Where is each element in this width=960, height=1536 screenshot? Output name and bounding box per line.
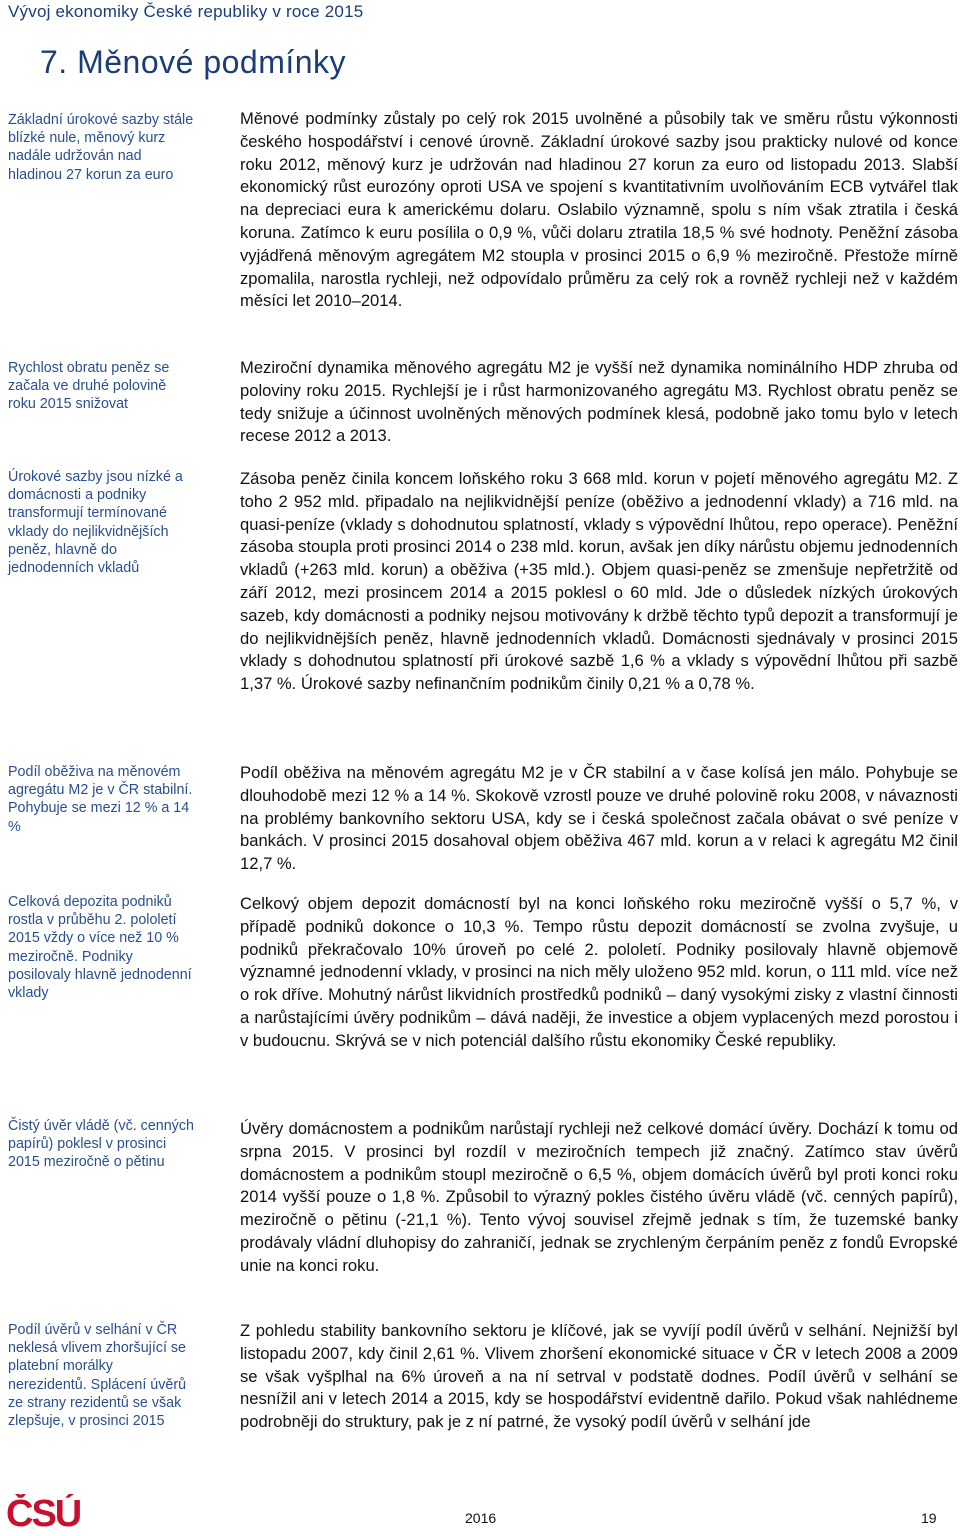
sidebar-note-6: Čistý úvěr vládě (vč. cenných papírů) poklesl v prosinci 2015 meziročně o pětinu	[8, 1118, 194, 1171]
svg-text:ČSÚ: ČSÚ	[6, 1494, 81, 1530]
body-paragraph-5: Celkový objem depozit domácností byl na konci loňského roku meziročně vyšší o 5,7 %, v případě podniků dokonce o 10,3 %. Tempo růstu depozit domácností se zvolna zvyšuje, u podniků překračovalo 10% úroveň po celé 2. pololetí. Podniky posilovaly hlavně objemově významné jednodenní vklady, v prosinci na nich měly uloženo 952 mld. korun, o 111 mld. více než o rok dříve. Mohutný nárůst likvidních prostředků podniků – daný vysokými zisky z vlastní činnosti a narůstajícími úvěry podnikům – dává naději, že investice a objem vyplacených mezd porostou i v budoucnu. Skrývá se v nich potenciál dalšího růstu ekonomiky České republiky.	[240, 894, 958, 1050]
body-paragraph-3: Zásoba peněz činila koncem loňského roku 3 668 mld. korun v pojetí měnového agregátu M2. Z toho 2 952 mld. připadalo na nejlikvidnější peníze (oběživo a jednodenní vklady) a 716 mld. na quasi-peníze (vklady s dohodnutou splatností, vklady s výpovědní lhůtou, repo operace). Peněžní zásoba stoupla proti prosinci 2014 o 238 mld. korun, avšak jen díky nárůstu objemu jednodenních vkladů (+263 mld. korun) a oběživa (+35 mld.). Objem quasi-peněz se zmenšuje nepřetržitě od září 2012, mezi prosincem 2014 a 2015 poklesl o 60 mld. Jde o důsledek nízkých úrokových sazeb, kdy domácnosti a podniky nejsou motivovány k držbě těchto typů depozit a transformují je do nejlikvidnějších peněz, hlavně jednodenních vkladů. Domácnosti sjednávaly v prosinci 2015 vklady s dohodnutou splatností při úrokové sazbě 1,6 % a vklady s výpovědní lhůtou při sazbě 1,37 %. Úrokové sazby nefinančním podnikům činily 0,21 % a 0,78 %.	[240, 469, 958, 694]
csu-logo	[6, 1494, 90, 1530]
body-paragraph-1: Měnové podmínky zůstaly po celý rok 2015 uvolněné a působily tak ve směru růstu výkonnosti českého hospodářství i cenové úrovně. Základní úrokové sazby jsou prakticky nulové od konce roku 2012, měnový kurz je udržován nad hladinou 27 korun za euro od listopadu 2013. Slabší ekonomický růst eurozóny oproti USA ve spojení s kvantitativním uvolňováním ECB vytvářel tlak na depreciaci eura k americkému dolaru. Oslabilo významně, spolu s ním však ztratila i česká koruna. Zatímco k euru posílila o 0,9 %, vůči dolaru ztratila 18,5 % své hodnoty. Peněžní zásoba vyjádřená měnovým agregátem M2 stoupla v prosinci 2015 o 6,9 % meziročně. Přestože mírně zpomalila, narostla rychleji, než odpovídalo průměru za celý rok a rovněž rychleji než v každém měsíci let 2010–2014.	[240, 109, 958, 311]
sidebar-note-1: Základní úrokové sazby stále blízké nule, měnový kurz nadále udržován nad hladinou 27 korun za euro	[8, 112, 194, 183]
sidebar-note-3: Úrokové sazby jsou nízké a domácnosti a podniky transformují termínované vklady do nejlikvidnějších peněz, hlavně do jednodenních vkladů	[8, 469, 183, 577]
body-paragraph-6: Úvěry domácnostem a podnikům narůstají rychleji než celkové domácí úvěry. Dochází k tomu od srpna 2015. V prosinci byl rozdíl v meziročních tempech již značný. Zatímco stav úvěrů domácnostem a podnikům stoupl meziročně o 6,5 %, objem domácích úvěrů byl proti konci roku 2014 vyšší pouze o 1,8 %. Způsobil to výrazný pokles čistého úvěru vládě (vč. cenných papírů), meziročně o pětinu (-21,1 %). Tento vývoj souvisel zřejmě jednak s tím, že tuzemské banky prodávaly vládní dluhopisy do zahraničí, jednak se zrychleným čerpáním peněz z fondů Evropské unie na konci roku.	[240, 1119, 958, 1275]
running-header: Vývoj ekonomiky České republiky v roce 2015	[8, 2, 364, 21]
body-paragraph-2: Meziroční dynamika měnového agregátu M2 je vyšší než dynamika nominálního HDP zhruba od poloviny roku 2015. Rychlejší je i růst harmonizovaného agregátu M3. Rychlost obratu peněz se tedy snižuje a účinnost uvolněných měnových podmínek klesá, podobně jako tomu bylo v letech recese 2012 a 2013.	[240, 358, 958, 446]
sidebar-note-7: Podíl úvěrů v selhání v ČR neklesá vlivem zhoršující se platební morálky nerezidentů. Splácení úvěrů ze strany rezidentů se však zlepšuje, v prosinci 2015	[8, 1322, 187, 1430]
body-paragraph-7: Z pohledu stability bankovního sektoru je klíčové, jak se vyvíjí podíl úvěrů v selhání. Nejnižší byl listopadu 2007, kdy činil 2,61 %. Vlivem zhoršení ekonomické situace v ČR v letech 2008 a 2009 se však vyšplhal na 6% úroveň a na ní setrval v podstatě dodnes. Podíl úvěrů v selhání se nesnížil ani v letech 2014 a 2015, kdy se hospodářství evidentně dařilo. Pokud však nahlédneme podrobněji do struktury, pak je z ní patrné, že vysoký podíl úvěrů v selhání jde	[240, 1321, 958, 1432]
body-paragraph-4: Podíl oběživa na měnovém agregátu M2 je v ČR stabilní a v čase kolísá jen málo. Pohybuje se dlouhodobě mezi 12 % a 14 %. Skokově vzrostl pouze ve druhé polovině roku 2008, v návaznosti na problémy bankovního sektoru USA, kdy se i česká společnost začala obávat o své peníze v bankách. V prosinci 2015 dosahoval objem oběživa 467 mld. korun a v relaci k agregátu M2 činil 12,7 %.	[240, 763, 958, 874]
footer-year: 2016	[465, 1510, 497, 1526]
page-number: 19	[921, 1510, 937, 1526]
chapter-title: 7. Měnové podmínky	[40, 44, 347, 80]
sidebar-note-4: Podíl oběživa na měnovém agregátu M2 je v ČR stabilní. Pohybuje se mezi 12 % a 14 %	[8, 764, 193, 835]
sidebar-note-5: Celková depozita podniků rostla v průběhu 2. pololetí 2015 vždy o více než 10 % meziročně. Podniky posilovaly hlavně jednodenní vklady	[8, 894, 192, 1002]
sidebar-note-2: Rychlost obratu peněz se začala ve druhé polovině roku 2015 snižovat	[8, 360, 170, 413]
